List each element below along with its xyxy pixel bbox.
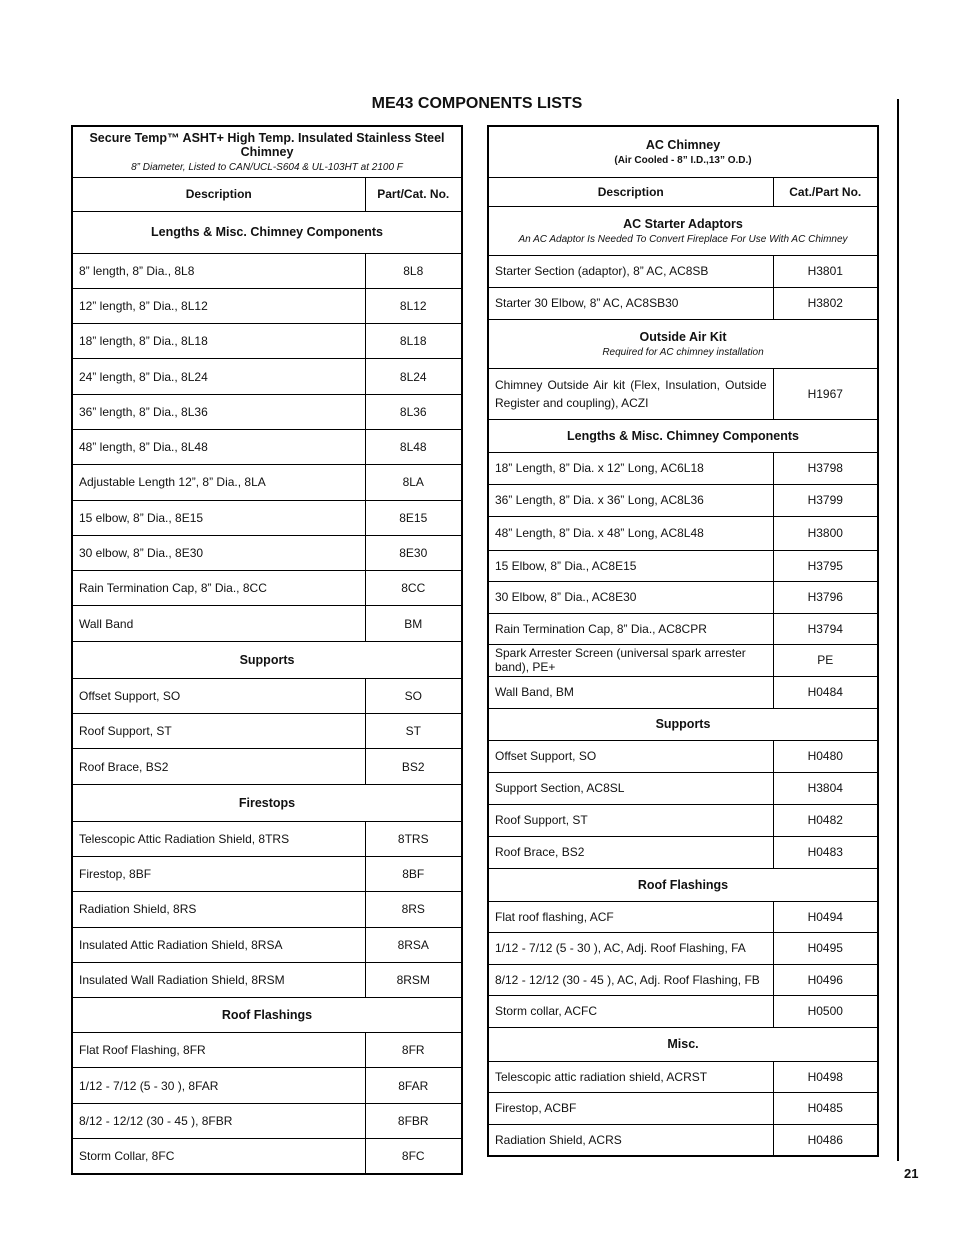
item-part-number: H3804 bbox=[773, 772, 878, 804]
description-header: Description bbox=[72, 177, 365, 211]
item-description: 36” length, 8” Dia., 8L36 bbox=[72, 394, 365, 429]
table-row bbox=[72, 288, 462, 323]
item-description: Offset Support, SO bbox=[72, 678, 365, 713]
item-part-number: SO bbox=[365, 678, 462, 713]
item-part-number: 8CC bbox=[365, 571, 462, 606]
item-description: 30 elbow, 8” Dia., 8E30 bbox=[72, 535, 365, 570]
table-row bbox=[488, 1093, 878, 1125]
section-header-row bbox=[488, 206, 878, 255]
table-row bbox=[72, 465, 462, 500]
section-header: Supports bbox=[488, 708, 878, 740]
table-row bbox=[488, 964, 878, 996]
table-row bbox=[72, 253, 462, 288]
item-description: 12” length, 8” Dia., 8L12 bbox=[72, 288, 365, 323]
item-part-number: 8FR bbox=[365, 1033, 462, 1068]
table-row bbox=[488, 516, 878, 550]
table-row bbox=[72, 678, 462, 713]
table-title-cell bbox=[72, 126, 462, 177]
item-part-number: 8L48 bbox=[365, 429, 462, 464]
item-description: Roof Support, ST bbox=[488, 804, 773, 836]
item-part-number: H3800 bbox=[773, 516, 878, 550]
item-part-number: H3796 bbox=[773, 581, 878, 613]
item-part-number: H0500 bbox=[773, 996, 878, 1028]
table-title: AC Chimney bbox=[645, 137, 721, 152]
item-description: Storm Collar, 8FC bbox=[72, 1139, 365, 1174]
table-row bbox=[72, 1033, 462, 1068]
item-part-number: 8RSA bbox=[365, 927, 462, 962]
item-description: 8” length, 8” Dia., 8L8 bbox=[72, 253, 365, 288]
item-part-number: H3795 bbox=[773, 550, 878, 581]
table-row bbox=[488, 740, 878, 772]
item-description: Wall Band, BM bbox=[488, 676, 773, 708]
item-description: Roof Brace, BS2 bbox=[488, 836, 773, 868]
item-part-number: H3794 bbox=[773, 613, 878, 644]
item-description: 1/12 - 7/12 (5 - 30 ), 8FAR bbox=[72, 1068, 365, 1103]
table-row bbox=[488, 676, 878, 708]
table-subtitle: 8” Diameter, Listed to CAN/UCL-S604 & UL-103HT at 2100 F bbox=[131, 161, 403, 173]
section-header-row bbox=[488, 868, 878, 901]
section-header: Misc. bbox=[488, 1027, 878, 1061]
item-part-number: 8FC bbox=[365, 1139, 462, 1174]
item-part-number: 8FBR bbox=[365, 1103, 462, 1138]
table-title-row bbox=[488, 126, 878, 177]
table-row bbox=[488, 255, 878, 287]
item-part-number: H0483 bbox=[773, 836, 878, 868]
table-row bbox=[72, 892, 462, 927]
table-row bbox=[488, 901, 878, 933]
item-description: Starter 30 Elbow, 8” AC, AC8SB30 bbox=[488, 287, 773, 319]
section-note: An AC Adaptor Is Needed To Convert Fireplace For Use With AC Chimney bbox=[518, 233, 848, 245]
item-part-number: 8TRS bbox=[365, 821, 462, 856]
section-note: Required for AC chimney installation bbox=[602, 346, 764, 358]
page-margin-rule bbox=[897, 99, 899, 1161]
item-description: Rain Termination Cap, 8” Dia., 8CC bbox=[72, 571, 365, 606]
item-description: Firestop, 8BF bbox=[72, 856, 365, 891]
item-description: 36” Length, 8” Dia. x 36” Long, AC8L36 bbox=[488, 484, 773, 516]
table-row bbox=[72, 856, 462, 891]
table-row bbox=[488, 550, 878, 581]
table-title: Secure Temp™ ASHT+ High Temp. Insulated Stainless Steel Chimney bbox=[89, 130, 445, 159]
table-row bbox=[72, 962, 462, 997]
table-row bbox=[72, 429, 462, 464]
item-part-number: H3802 bbox=[773, 287, 878, 319]
section-title: AC Starter Adaptors bbox=[623, 216, 743, 231]
table-row bbox=[488, 368, 878, 419]
section-header: Roof Flashings bbox=[72, 998, 462, 1033]
item-part-number: 8RSM bbox=[365, 962, 462, 997]
table-row bbox=[72, 359, 462, 394]
section-header: Supports bbox=[72, 641, 462, 678]
section-header-row bbox=[72, 641, 462, 678]
table-row bbox=[72, 1103, 462, 1138]
table-row bbox=[72, 1139, 462, 1174]
item-description: 8/12 - 12/12 (30 - 45 ), AC, Adj. Roof Flashing, FB bbox=[488, 964, 773, 996]
section-header-row bbox=[72, 998, 462, 1033]
table-row bbox=[488, 613, 878, 644]
item-description: 1/12 - 7/12 (5 - 30 ), AC, Adj. Roof Flashing, FA bbox=[488, 933, 773, 965]
item-description: Radiation Shield, ACRS bbox=[488, 1124, 773, 1156]
item-part-number: H0495 bbox=[773, 933, 878, 965]
table-row bbox=[488, 1124, 878, 1156]
part-number-header: Cat./Part No. bbox=[773, 177, 878, 206]
ac-chimney-components-table bbox=[487, 125, 879, 1157]
table-row bbox=[488, 287, 878, 319]
table-row bbox=[72, 535, 462, 570]
table-row bbox=[488, 644, 878, 676]
table-row bbox=[488, 772, 878, 804]
table-row bbox=[72, 571, 462, 606]
item-description: Wall Band bbox=[72, 606, 365, 641]
table-row bbox=[488, 996, 878, 1028]
secure-temp-components-table bbox=[71, 125, 463, 1175]
item-part-number: H1967 bbox=[773, 368, 878, 419]
item-description: 18” length, 8” Dia., 8L18 bbox=[72, 324, 365, 359]
item-part-number: 8FAR bbox=[365, 1068, 462, 1103]
item-description: Firestop, ACBF bbox=[488, 1093, 773, 1125]
item-description: Telescopic Attic Radiation Shield, 8TRS bbox=[72, 821, 365, 856]
item-description: Adjustable Length 12”, 8” Dia., 8LA bbox=[72, 465, 365, 500]
table-row bbox=[72, 606, 462, 641]
table-row bbox=[72, 714, 462, 749]
item-description: 48” Length, 8” Dia. x 48” Long, AC8L48 bbox=[488, 516, 773, 550]
item-part-number: 8L8 bbox=[365, 253, 462, 288]
item-part-number: 8E30 bbox=[365, 535, 462, 570]
item-description: Support Section, AC8SL bbox=[488, 772, 773, 804]
table-row bbox=[72, 821, 462, 856]
table-row bbox=[72, 324, 462, 359]
item-description: Starter Section (adaptor), 8” AC, AC8SB bbox=[488, 255, 773, 287]
item-part-number: H0480 bbox=[773, 740, 878, 772]
item-description: Insulated Attic Radiation Shield, 8RSA bbox=[72, 927, 365, 962]
section-header-row bbox=[488, 708, 878, 740]
section-header: Firestops bbox=[72, 784, 462, 821]
page-number: 21 bbox=[904, 1166, 919, 1181]
column-header-row bbox=[488, 177, 878, 206]
table-row bbox=[488, 804, 878, 836]
item-description: 15 Elbow, 8” Dia., AC8E15 bbox=[488, 550, 773, 581]
item-description: Storm collar, ACFC bbox=[488, 996, 773, 1028]
table-row bbox=[488, 581, 878, 613]
item-description: Roof Support, ST bbox=[72, 714, 365, 749]
table-row bbox=[72, 394, 462, 429]
table-row bbox=[488, 1061, 878, 1093]
item-part-number: ST bbox=[365, 714, 462, 749]
section-header-row bbox=[72, 784, 462, 821]
section-header bbox=[488, 319, 878, 368]
item-part-number: H3798 bbox=[773, 452, 878, 484]
item-part-number: 8E15 bbox=[365, 500, 462, 535]
item-part-number: H0486 bbox=[773, 1124, 878, 1156]
table-title-cell bbox=[488, 126, 878, 177]
item-description: 8/12 - 12/12 (30 - 45 ), 8FBR bbox=[72, 1103, 365, 1138]
item-part-number: H3801 bbox=[773, 255, 878, 287]
table-row bbox=[488, 836, 878, 868]
item-description: Flat roof flashing, ACF bbox=[488, 901, 773, 933]
item-part-number: H0485 bbox=[773, 1093, 878, 1125]
item-part-number: 8L36 bbox=[365, 394, 462, 429]
item-description: Roof Brace, BS2 bbox=[72, 749, 365, 784]
table-row bbox=[488, 452, 878, 484]
table-title-row bbox=[72, 126, 462, 177]
item-description: 15 elbow, 8” Dia., 8E15 bbox=[72, 500, 365, 535]
part-number-header: Part/Cat. No. bbox=[365, 177, 462, 211]
table-row bbox=[72, 927, 462, 962]
section-header-row bbox=[72, 211, 462, 253]
item-part-number: 8LA bbox=[365, 465, 462, 500]
item-description: Spark Arrester Screen (universal spark arrester band), PE+ bbox=[488, 644, 773, 676]
item-part-number: 8L12 bbox=[365, 288, 462, 323]
section-header-row bbox=[488, 319, 878, 368]
item-part-number: H0494 bbox=[773, 901, 878, 933]
item-description: Telescopic attic radiation shield, ACRST bbox=[488, 1061, 773, 1093]
section-header: Lengths & Misc. Chimney Components bbox=[488, 419, 878, 452]
item-part-number: 8L18 bbox=[365, 324, 462, 359]
item-part-number: H0482 bbox=[773, 804, 878, 836]
item-description: Offset Support, SO bbox=[488, 740, 773, 772]
page-title: ME43 COMPONENTS LISTS bbox=[371, 95, 583, 112]
item-part-number: 8BF bbox=[365, 856, 462, 891]
table-row bbox=[72, 749, 462, 784]
table-row bbox=[488, 484, 878, 516]
column-header-row bbox=[72, 177, 462, 211]
item-description: Flat Roof Flashing, 8FR bbox=[72, 1033, 365, 1068]
item-part-number: BM bbox=[365, 606, 462, 641]
table-subtitle: (Air Cooled - 8” I.D.,13” O.D.) bbox=[614, 154, 752, 166]
section-header: Lengths & Misc. Chimney Components bbox=[72, 211, 462, 253]
item-description: 18” Length, 8” Dia. x 12” Long, AC6L18 bbox=[488, 452, 773, 484]
item-description: 48” length, 8” Dia., 8L48 bbox=[72, 429, 365, 464]
table-row bbox=[488, 933, 878, 965]
item-description: Insulated Wall Radiation Shield, 8RSM bbox=[72, 962, 365, 997]
item-part-number: H3799 bbox=[773, 484, 878, 516]
table-row bbox=[72, 500, 462, 535]
item-part-number: H0496 bbox=[773, 964, 878, 996]
item-part-number: PE bbox=[773, 644, 878, 676]
item-description: Chimney Outside Air kit (Flex, Insulation, Outside Register and coupling), ACZI bbox=[488, 368, 773, 419]
item-part-number: 8RS bbox=[365, 892, 462, 927]
section-header-row bbox=[488, 1027, 878, 1061]
section-header bbox=[488, 206, 878, 255]
item-part-number: H0484 bbox=[773, 676, 878, 708]
item-part-number: H0498 bbox=[773, 1061, 878, 1093]
item-description: Rain Termination Cap, 8” Dia., AC8CPR bbox=[488, 613, 773, 644]
item-description: 30 Elbow, 8” Dia., AC8E30 bbox=[488, 581, 773, 613]
description-header: Description bbox=[488, 177, 773, 206]
section-header-row bbox=[488, 419, 878, 452]
table-row bbox=[72, 1068, 462, 1103]
item-description: Radiation Shield, 8RS bbox=[72, 892, 365, 927]
section-title: Outside Air Kit bbox=[639, 329, 727, 344]
item-part-number: BS2 bbox=[365, 749, 462, 784]
item-part-number: 8L24 bbox=[365, 359, 462, 394]
item-description: 24” length, 8” Dia., 8L24 bbox=[72, 359, 365, 394]
section-header: Roof Flashings bbox=[488, 868, 878, 901]
